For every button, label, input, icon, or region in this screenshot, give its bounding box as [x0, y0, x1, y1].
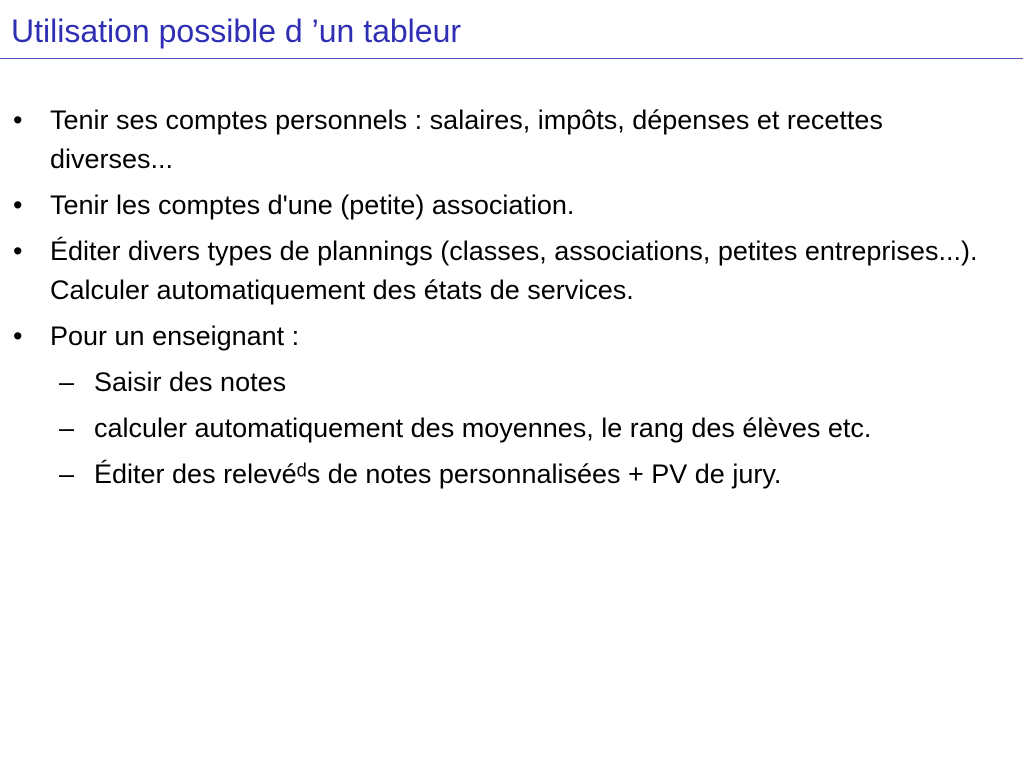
dash-icon: –: [59, 413, 75, 443]
slide-content: [0, 101, 1023, 501]
bullet-item-plannings: [0, 232, 1023, 310]
bullet-icon: •: [13, 105, 23, 135]
dash-icon: –: [59, 459, 75, 489]
bullet-item-comptes-personnels: [0, 101, 1023, 179]
sub-bullet-list: [50, 363, 1005, 494]
sub-item-calculer-moyennes: [50, 409, 1005, 448]
bullet-text: Tenir les comptes d'une (petite) association.: [50, 190, 575, 220]
dash-icon: –: [59, 367, 75, 397]
bullet-icon: •: [13, 190, 23, 220]
bullet-text: Éditer divers types de plannings (classes, associations, petites entreprises...). Calculer automatiquement des états de services.: [50, 236, 978, 305]
bullet-icon: •: [13, 236, 23, 266]
bullet-icon: •: [13, 321, 23, 351]
sub-item-text: Saisir des notes: [94, 367, 287, 397]
bullet-text: Tenir ses comptes personnels : salaires, impôts, dépenses et recettes diverses...: [50, 105, 883, 174]
sub-item-saisir-notes: [50, 363, 1005, 402]
bullet-text: Pour un enseignant :: [50, 321, 300, 351]
slide-title: Utilisation possible d ’un tableur: [11, 13, 462, 49]
bullet-item-enseignant: [0, 317, 1023, 494]
title-divider: [0, 58, 1023, 59]
sub-item-editer-releves: [50, 455, 1005, 494]
bullet-list: [0, 101, 1023, 494]
sub-item-text: Éditer des relevéᵈs de notes personnalisées + PV de jury.: [94, 459, 782, 489]
sub-item-text: calculer automatiquement des moyennes, le rang des élèves etc.: [94, 413, 872, 443]
bullet-item-association: [0, 186, 1023, 225]
